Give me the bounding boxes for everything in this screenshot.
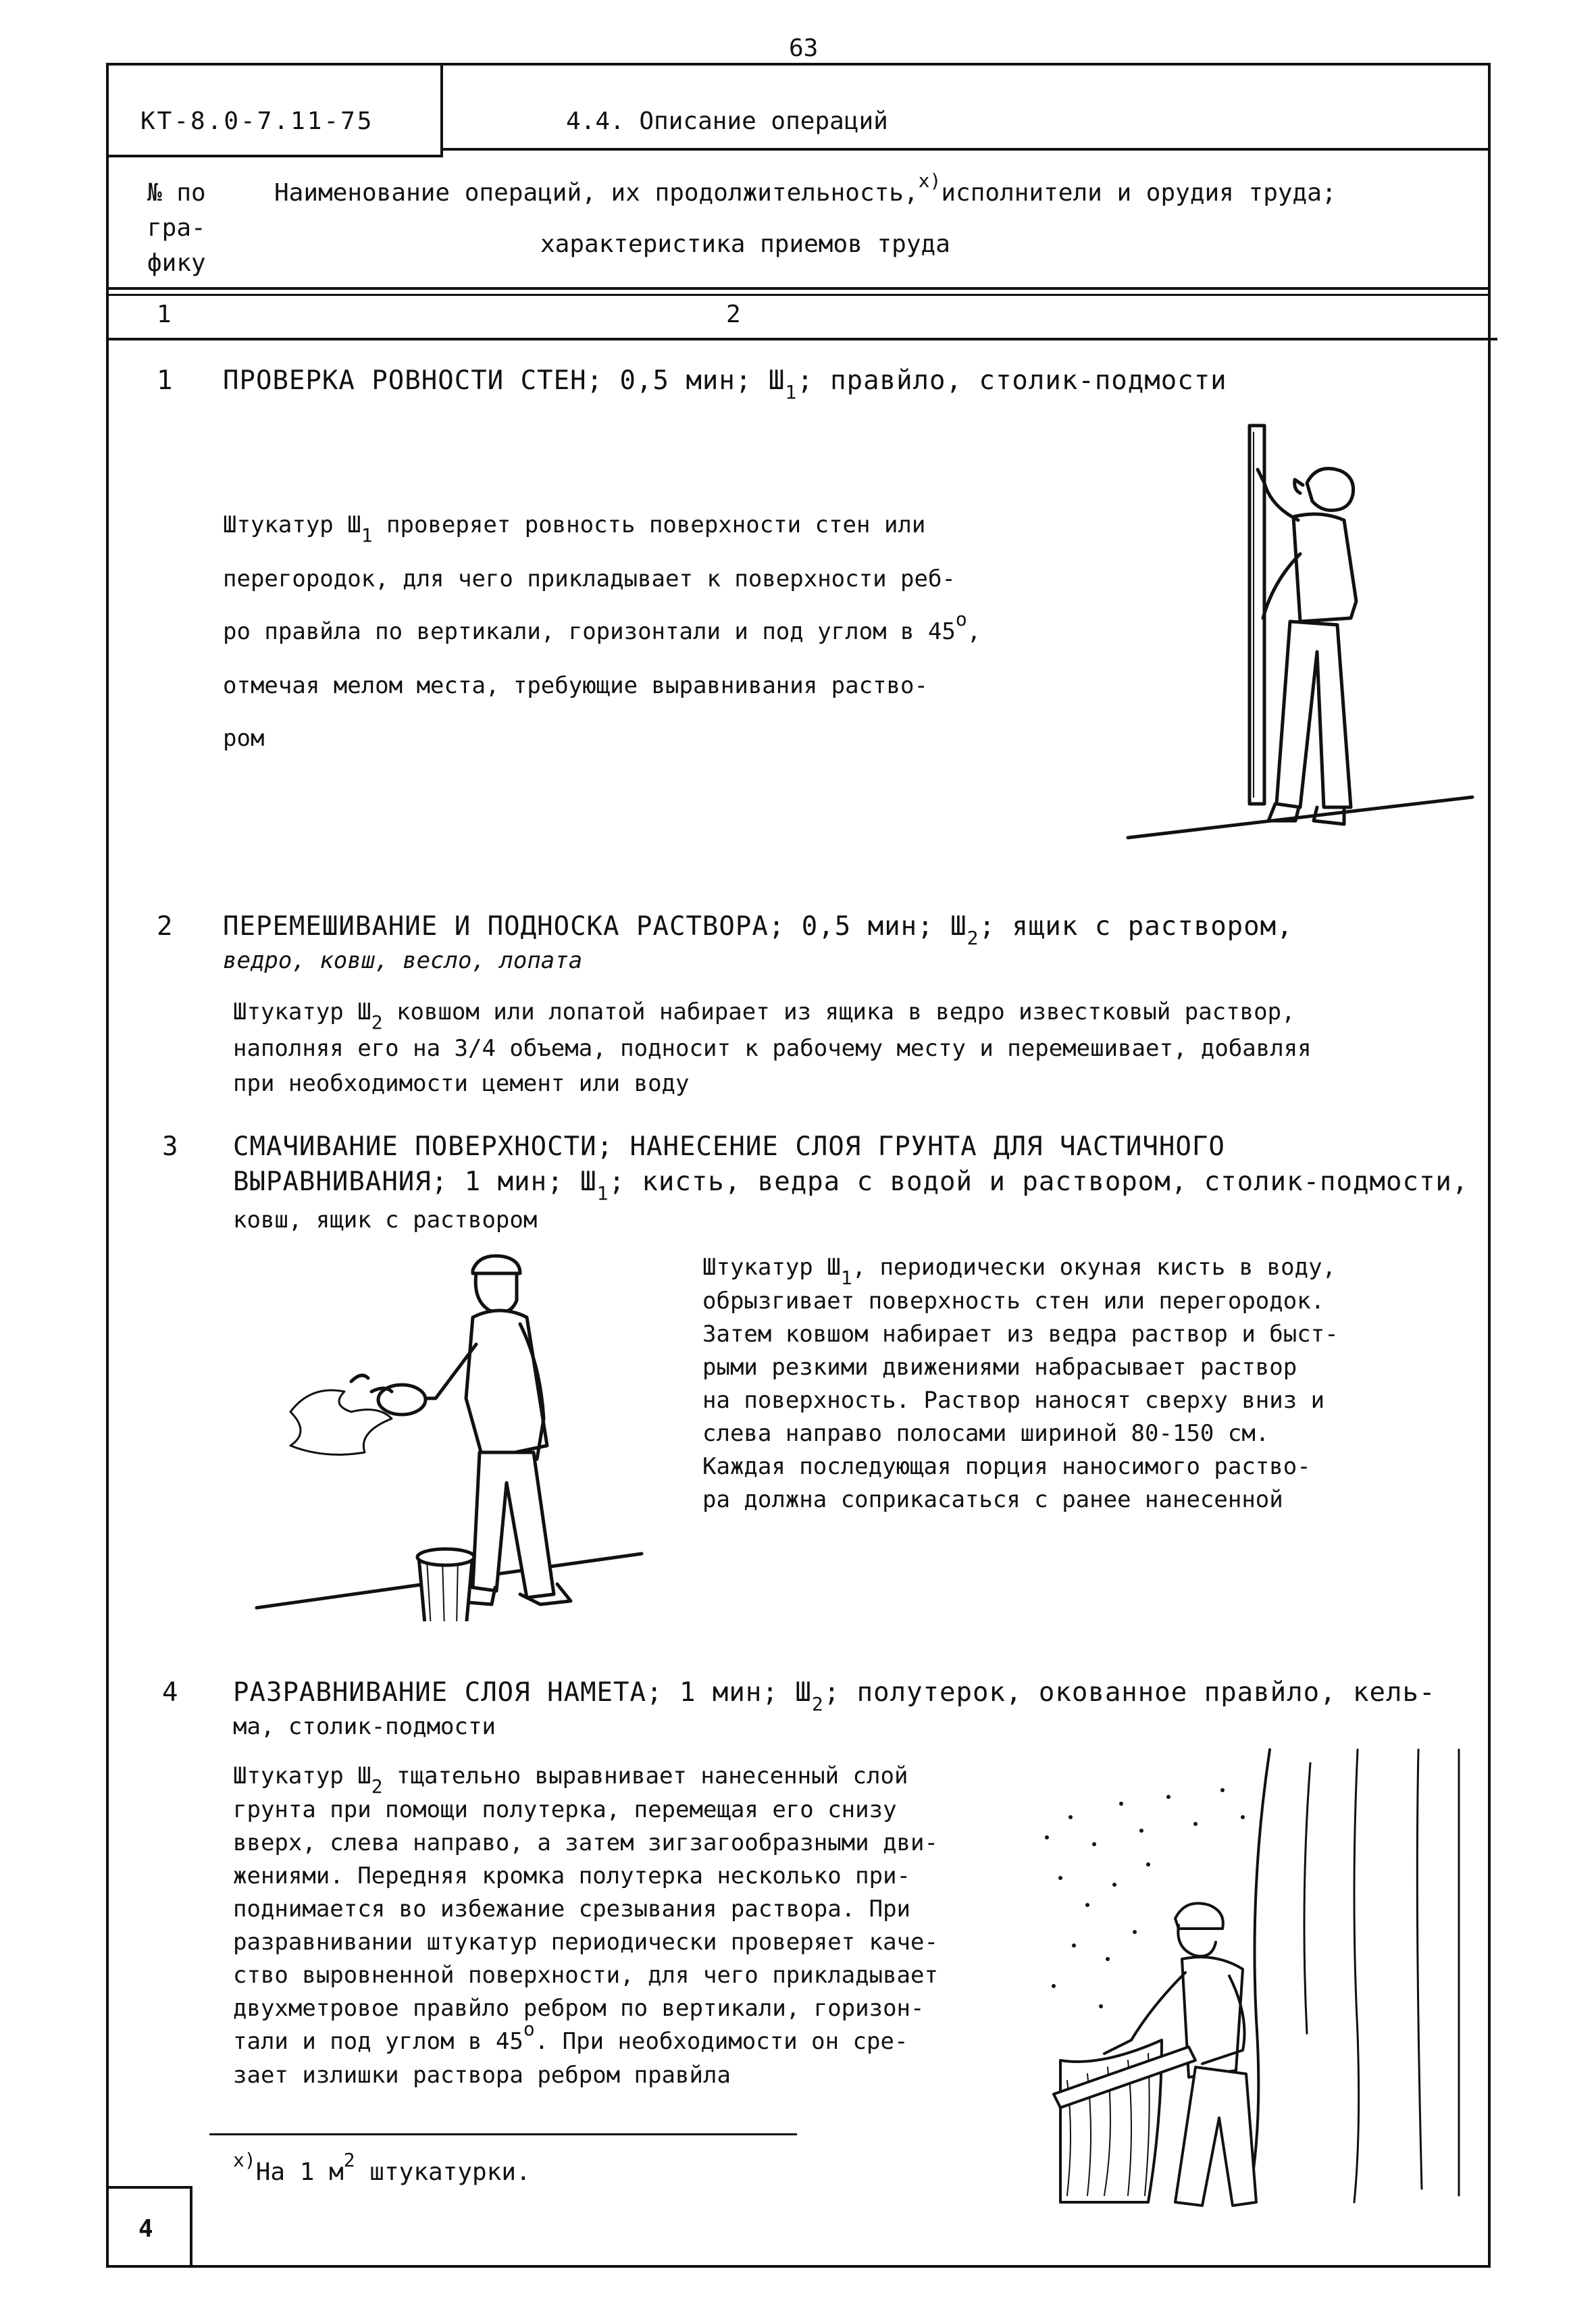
op4-line-4: жениями. Передняя кромка полутерка несколько при-	[233, 1862, 911, 1889]
header-footnote-mark: x)	[918, 170, 942, 192]
footnote-mark: x)	[233, 2149, 256, 2171]
op4-line-3: вверх, слева направо, а затем зигзагообразными дви-	[233, 1829, 938, 1856]
code-box-divider	[440, 63, 443, 157]
section-title: 4.4. Описание операций	[566, 107, 888, 135]
op3-line-1: Штукатур $Ш_1$, периодически окуная кисть в воду,	[702, 1254, 1337, 1289]
header-col1-line3: фику	[147, 249, 206, 277]
op2-description	[233, 994, 1312, 1101]
op4-number: 4	[162, 1677, 179, 1708]
op3-title-line2	[233, 1165, 1468, 1202]
op3-line-7: Каждая последующая порция наносимого раство-	[702, 1453, 1311, 1480]
header-col2-text-a: Наименование операций, их продолжительность,	[274, 179, 919, 207]
op4-line-9: тали и под углом в $45^о$. При необходимости он сре-	[233, 2018, 908, 2055]
op3-description	[702, 1251, 1339, 1517]
section-title-underline	[443, 148, 1491, 151]
op4-line-2: грунта при помощи полутерка, перемещая его снизу	[233, 1796, 897, 1823]
op4-line-1: Штукатур $Ш_2$ тщательно выравнивает нанесенный слой	[233, 1762, 908, 1798]
op2-title-line2: ведро, ковш, весло, лопата	[223, 947, 583, 974]
op2-line-2: наполняя его на 3/4 объема, подносит к рабочему месту и перемешивает, добавляя	[233, 1035, 1312, 1062]
op3-line-5: на поверхность. Раствор наносят сверху вниз и	[702, 1387, 1325, 1414]
op2-number: 2	[157, 911, 174, 942]
op1-line-3: ро правйла по вертикали, горизонтали и под углом в $45^о$,	[223, 608, 981, 645]
footnote-superscript: 2	[343, 2149, 355, 2171]
footnote-rule	[209, 2133, 797, 2135]
page-number: 63	[789, 34, 819, 62]
page-box-number: 4	[138, 2215, 153, 2243]
op3-title-line1: СМАЧИВАНИЕ ПОВЕРХНОСТИ; НАНЕСЕНИЕ СЛОЯ ГРУНТА ДЛЯ ЧАСТИЧНОГО	[233, 1132, 1225, 1162]
op2-title-sub: 2	[967, 927, 979, 949]
column-number-2: 2	[726, 301, 741, 328]
op3-line-8: ра должна соприкасаться с ранее нанесенной	[702, 1486, 1283, 1513]
op1-line-4: отмечая мелом места, требующие выравнивания раство-	[223, 672, 928, 699]
header-col2-line1	[274, 170, 1337, 211]
op1-title-a: ПРОВЕРКА РОВНОСТИ СТЕН; 0,5 мин; Ш	[223, 365, 786, 396]
op1-line-1: Штукатур $Ш_1$ проверяет ровность поверхности стен или	[223, 511, 926, 547]
worker-checking-wall-illustration	[1121, 419, 1486, 858]
op4-description	[233, 1760, 938, 2092]
header-col2-line2: характеристика приемов труда	[540, 230, 950, 258]
footnote-text-b: штукатурки.	[355, 2158, 531, 2186]
worker-applying-mortar-illustration	[250, 1243, 655, 1621]
op4-title-b: ; полутерок, окованное правйло, кель-	[823, 1677, 1436, 1708]
worker-levelling-layer-illustration	[1040, 1743, 1472, 2209]
op1-line-5: ром	[223, 725, 265, 752]
op1-description	[223, 499, 981, 765]
op4-line-10: зает излишки раствора ребром правйла	[233, 2062, 731, 2089]
op3-line-4: рыми резкими движениями набрасывает раствор	[702, 1354, 1297, 1381]
op1-number: 1	[157, 365, 174, 396]
op4-title-sub: 2	[811, 1693, 824, 1715]
op4-line-7: ство выровненной поверхности, для чего прикладывает	[233, 1962, 938, 1989]
op2-line-1: Штукатур $Ш_2$ ковшом или лопатой набирает из ящика в ведро известковый раствор,	[233, 998, 1295, 1034]
footnote-text-a: На 1 м	[255, 2158, 344, 2186]
op2-title	[223, 909, 1293, 949]
op1-title-sub: 1	[785, 381, 798, 403]
column-number-rule	[106, 338, 1497, 340]
doc-code: КТ-8.0-7.11-75	[140, 107, 374, 135]
code-box-bottom	[106, 155, 443, 157]
op2-title-b: ; ящик с раствором,	[979, 911, 1293, 942]
op3-line-3: Затем ковшом набирает из ведра раствор и быст-	[702, 1321, 1339, 1348]
header-col1-line2: гра-	[147, 214, 206, 242]
op4-line-8: двухметровое правйло ребром по вертикали, горизон-	[233, 1995, 925, 2022]
header-col2-text-b: исполнители и орудия труда;	[941, 179, 1337, 207]
op3-title-a: ВЫРАВНИВАНИЯ; 1 мин; Ш	[233, 1167, 597, 1197]
op3-line-2: обрызгивает поверхность стен или перегородок.	[702, 1288, 1325, 1315]
op4-line-6: разравнивании штукатур периодически проверяет каче-	[233, 1929, 938, 1956]
header-rule-bottom	[106, 294, 1491, 296]
op3-number: 3	[162, 1132, 179, 1162]
op4-title-a: РАЗРАВНИВАНИЕ СЛОЯ НАМЕТА; 1 мин; Ш	[233, 1677, 812, 1708]
op3-title-sub: 1	[596, 1182, 609, 1204]
footnote	[233, 2149, 531, 2190]
header-col1-line1: № по	[147, 179, 206, 207]
op2-title-a: ПЕРЕМЕШИВАНИЕ И ПОДНОСКА РАСТВОРА; 0,5 мин; Ш	[223, 911, 967, 942]
op1-line-2: перегородок, для чего прикладывает к поверхности реб-	[223, 565, 956, 592]
op4-title	[233, 1675, 1436, 1715]
op3-line-6: слева направо полосами шириной 80-150 см.	[702, 1420, 1270, 1447]
op1-title-b: ; правйло, столик-подмости	[797, 365, 1227, 396]
op4-line-5: поднимается во избежание срезывания раствора. При	[233, 1896, 911, 1923]
op4-title-line2: ма, столик-подмости	[233, 1713, 496, 1740]
op2-line-3: при необходимости цемент или воду	[233, 1070, 690, 1097]
column-number-1: 1	[157, 301, 172, 328]
op1-title	[223, 363, 1227, 401]
op3-title-line3: ковш, ящик с раствором	[233, 1206, 538, 1234]
op3-title-b: ; кисть, ведра с водой и раствором, столик-подмости,	[609, 1167, 1469, 1197]
header-rule-top	[106, 287, 1491, 290]
